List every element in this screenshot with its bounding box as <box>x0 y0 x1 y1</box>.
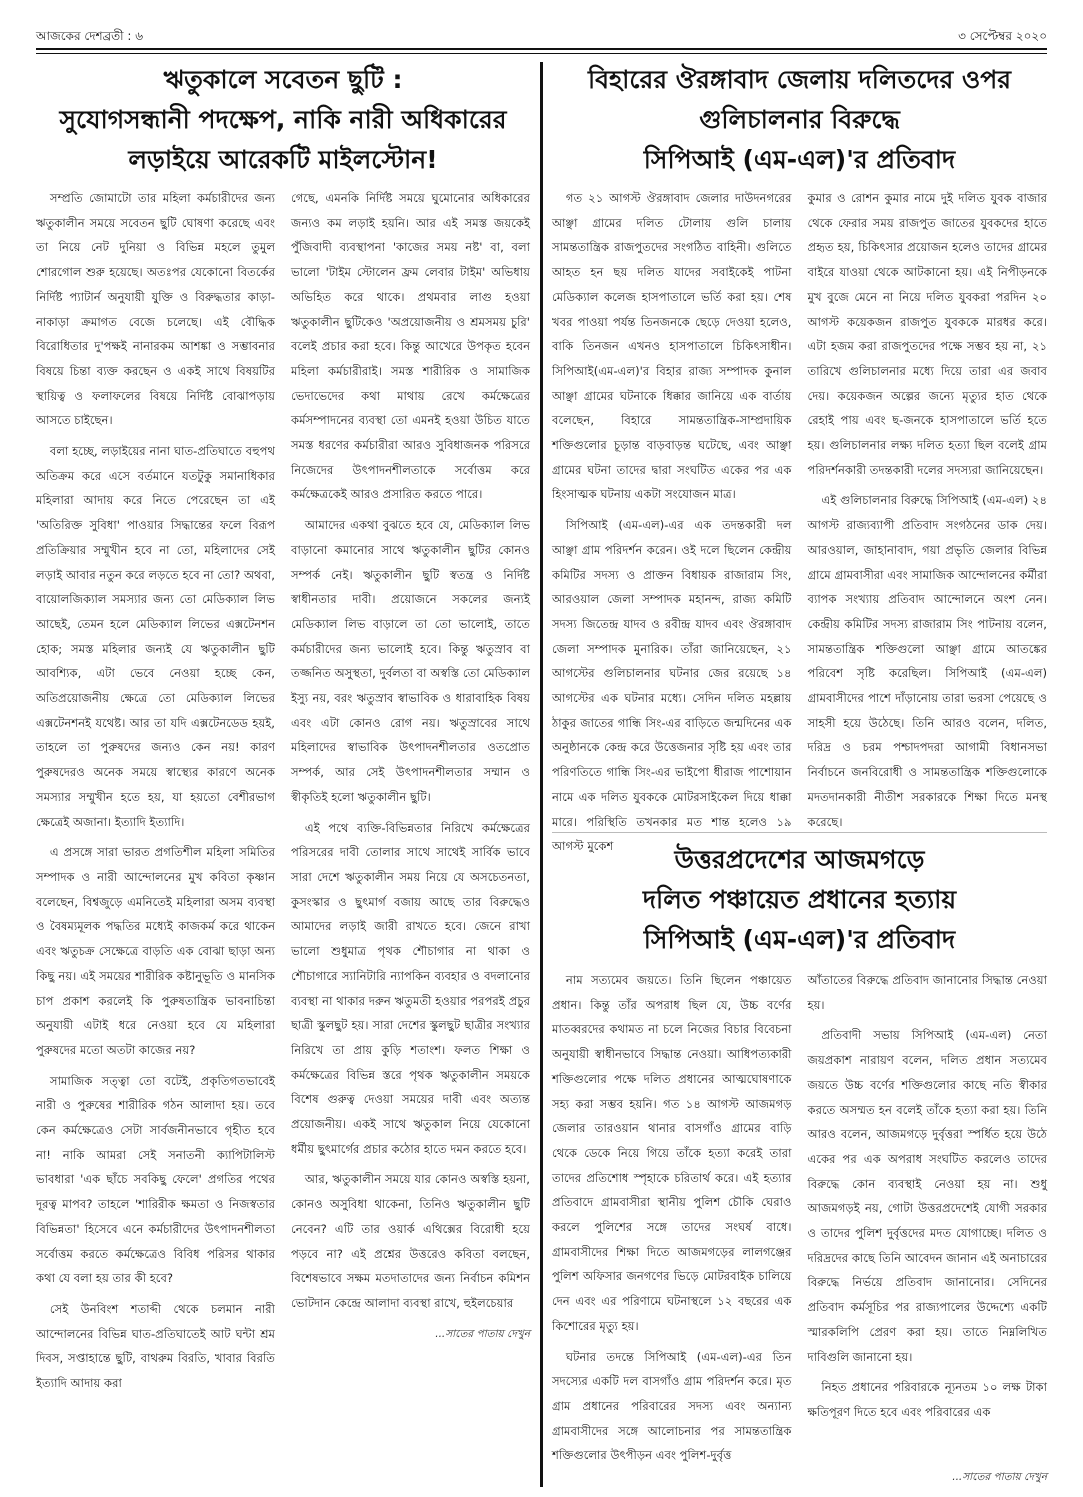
article-column <box>808 186 1048 865</box>
article-separator <box>552 832 1047 833</box>
article-headline: বিহারের ঔরঙ্গাবাদ জেলায় দলিতদের ওপর গুলিচালনার বিরুদ্ধে সিপিআই (এম-এল)'র প্রতিবাদ <box>587 65 1012 174</box>
paragraph: ঘটনার তদন্তে সিপিআই (এম-এল)-এর তিন সদস্যের একটি দল বাসগাঁও গ্রাম পরিদর্শন করে। মৃত গ্রাম প্রধানের পরিবারের সদস্য এবং অন্যান্য গ্রামবাসীদের সঙ্গে আলোচনার পর সামন্ততান্ত্রিক শক্তিগুলোর উৎপীড়ন এবং পুলিশ-দুর্বৃত্ত <box>552 1349 792 1463</box>
article-column <box>808 968 1048 1489</box>
paragraph: কুমার ও রোশন কুমার নামে দুই দলিত যুবক বাজার থেকে ফেরার সময় রাজপুত জাতের যুবকদের হাতে প্রহৃত হয়, চিকিৎসার প্রয়োজন হলেও তাদের গ্রামের বাইরে যাওয়া থেকে আটকানো হয়। এই নিপীড়নকে মুখ বুজে মেনে না নিয়ে দলিত যুবকরা পরদিন ২০ আগস্ট কয়েকজন রাজপুত যুবককে মারধর করে। এটা হজম করা রাজপুতদের পক্ষে সম্ভব হয় না, ২১ তারিখে গুলিচালনার মধ্যে দিয়ে তারা এর জবাব দেয়। কয়েকজন অল্পের জন্যে মৃত্যুর হাত থেকে রেহাই পায় এবং ছ-জনকে হাসপাতালে ভর্তি হতে হয়। গুলিচালনার লক্ষ্য দলিত হত্যা ছিল বলেই গ্রাম পরিদর্শনকারী তদন্তকারী দলের সদস্যরা জানিয়েছেন। <box>807 191 1047 477</box>
paragraph: গত ২১ আগস্ট ঔরঙ্গাবাদ জেলার দাউদনগরের আঞ্ছা গ্রামের দলিত টোলায় গুলি চালায় সামন্ততান্ত্রিক রাজপুতদের সংগঠিত বাহিনী। গুলিতে আহত হন ছয় দলিত যাদের সবাইকেই পাটনা মেডিক্যাল কলেজ হাসপাতালে ভর্তি করা হয়। শেষ খবর পাওয়া পর্যন্ত তিনজনকে ছেড়ে দেওয়া হলেও, বাকি তিনজন এখনও হাসপাতালে চিকিৎসাধীন। সিপিআই(এম-এল)'র বিহার রাজ্য সম্পাদক কুনাল আঞ্ছা গ্রামের ঘটনাকে ধিক্কার জানিয়ে এক বার্তায় বলেছেন, বিহারে সামন্ততান্ত্রিক-সাম্প্রদায়িক শক্তিগুলোর চূড়ান্ত বাড়বাড়ন্ত ঘটেছে, এবং আঞ্ছা গ্রামের ঘটনা তাদের দ্বারা সংঘটিত একের পর এক হিংসাত্মক ঘটনায় একটা সংযোজন মাত্র। <box>552 191 792 502</box>
paragraph: প্রতিবাদী সভায় সিপিআই (এম-এল) নেতা জয়প্রকাশ নারায়ণ বলেন, দলিত প্রধান সত্যমেব জয়তে উচ্চ বর্ণের শক্তিগুলোর কাছে নতি স্বীকার করতে অসম্মত হন বলেই তাঁকে হত্যা করা হয়। তিনি আরও বলেন, আজমগড়ে দুর্বৃত্তরা স্পর্ধিত হয়ে উঠে একের পর এক অপরাধ সংঘটিত করলেও তাদের বিরুদ্ধে কোন ব্যবস্থাই নেওয়া হয় না। শুধু আজমগড়ই নয়, গোটা উত্তরপ্রদেশেই যোগী সরকার ও তাদের পুলিশ দুর্বৃত্তদের মদত যোগাচ্ছে। দলিত ও দরিদ্রদের কাছে তিনি আবেদন জানান এই অনাচারের বিরুদ্ধে নির্ভয়ে প্রতিবাদ জানানোর। সেদিনের প্রতিবাদ কর্মসূচির পর রাজ্যপালের উদ্দেশ্যে একটি স্মারকলিপি প্রেরণ করা হয়। তাতে নিম্নলিখিত দাবিগুলি জানানো হয়। <box>807 1028 1047 1364</box>
paragraph: আঁতাতের বিরুদ্ধে প্রতিবাদ জানানোর সিদ্ধান্ত নেওয়া হয়। <box>807 973 1047 1012</box>
article-azamgarh-murder <box>552 840 1047 1489</box>
article-column <box>552 968 792 1489</box>
article-headline: উত্তরপ্রদেশের আজমগড়ে দলিত পঞ্চায়েত প্রধানের হত্যায় সিপিআই (এম-এল)'র প্রতিবাদ <box>642 845 957 954</box>
paragraph: আমাদের একথা বুঝতে হবে যে, মেডিক্যাল লিভ বাড়ানো কমানোর সাথে ঋতুকালীন ছুটির কোনও সম্পর্ক নেই। ঋতুকালীন ছুটি স্বতন্ত্র ও নির্দিষ্ট স্বাধীনতার দাবী। প্রয়োজনে সকলের জন্যই মেডিক্যাল লিভ বাড়ালে তা তো ভালোই, তাতে কর্মচারীদের জন্য ভালোই হবে। কিন্তু ঋতুস্রাব বা তজ্জনিত অসুস্থতা, দুর্বলতা বা অস্বস্তি তো মেডিক্যাল ইস্যু নয়, বরং ঋতুস্রাব স্বাভাবিক ও ধারাবাহিক বিষয় এবং এটা কোনও রোগ নয়। ঋতুস্রাবের সাথে মহিলাদের স্বাভাবিক উৎপাদনশীলতার ওতপ্রোত সম্পর্ক, আর সেই উৎপাদনশীলতার সম্মান ও স্বীকৃতিই হলো ঋতুকালীন ছুটি। <box>291 518 530 804</box>
paragraph: সেই উনবিংশ শতাব্দী থেকে চলমান নারী আন্দোলনের বিভিন্ন ঘাত-প্রতিঘাতেই আট ঘন্টা শ্রম দিবস, সপ্তাহান্তে ছুটি, বাথরুম বিরতি, খাবার বিরতি ইত্যাদি আদায় করা <box>36 1301 275 1391</box>
article-column <box>552 186 792 865</box>
article-bihar-firing <box>552 60 1047 865</box>
article-menstrual-leave <box>36 60 530 1402</box>
publication-name: আজকের দেশব্রতী : ৬ <box>36 29 144 43</box>
page-header <box>36 24 1047 46</box>
article-column <box>291 186 530 1402</box>
header-rule <box>36 48 1047 50</box>
article-column <box>36 186 275 1402</box>
paragraph: গেছে, এমনকি নির্দিষ্ট সময়ে ঘুমোনোর অধিকারের জন্যও কম লড়াই হয়নি। আর এই সমস্ত জয়কেই পুঁজিবাদী ব্যবস্থাপনা 'কাজের সময় নষ্ট' বা, বলা ভালো 'টাইম স্টোলেন ফ্রম লেবার টাইম' অভিধায় অভিহিত করে থাকে। প্রথমবার লাগু হওয়া ঋতুকালীন ছুটিকেও 'অপ্রয়োজনীয় ও শ্রমসময় চুরি' বলেই প্রচার করা হবে। কিন্তু আখেরে উপকৃত হবেন মহিলা কর্মচারীরাই। সমস্ত শারীরিক ও সামাজিক ভেদাভেদের কথা মাথায় রেখে কর্মক্ষেত্রের কর্মসম্পাদনের ব্যবস্থা তো এমনই হওয়া উচিত যাতে সমস্ত ধরণের কর্মচারীরা আরও সুবিধাজনক পরিসরে নিজেদের উৎপাদনশীলতাকে সর্বোত্তম করে কর্মক্ষেত্রকেই আরও প্রসারিত করতে পারে। <box>291 191 530 502</box>
continued-link[interactable]: ...সাতের পাতায় দেখুন <box>435 1327 530 1340</box>
header-rule-thin <box>36 53 1047 54</box>
paragraph: এই গুলিচালনার বিরুদ্ধে সিপিআই (এম-এল) ২৪ আগস্ট রাজ্যব্যাপী প্রতিবাদ সংগঠনের ডাক দেয়। আরওয়াল, জাহানাবাদ, গয়া প্রভৃতি জেলার বিভিন্ন গ্রামে গ্রামবাসীরা এবং সামাজিক আন্দোলনের কর্মীরা ব্যাপক সংখ্যায় প্রতিবাদ আন্দোলনে অংশ নেন। কেন্দ্রীয় কমিটির সদস্য রাজারাম সিং পাটনায় বলেন, সামন্ততান্ত্রিক শক্তিগুলো আঞ্ছা গ্রামে আতঙ্কের পরিবেশ সৃষ্টি করেছিল। সিপিআই (এম-এল) গ্রামবাসীদের পাশে দাঁড়ানোয় তারা ভরসা পেয়েছে ও সাহসী হয়ে উঠেছে। তিনি আরও বলেন, দলিত, দরিদ্র ও চরম পশ্চাদপদরা আগামী বিধানসভা নির্বাচনে জনবিরোধী ও সামন্ততান্ত্রিক শক্তিগুলোকে মদতদানকারী নীতীশ সরকারকে শিক্ষা দিতে মনস্থ করেছে। <box>807 493 1047 829</box>
paragraph: সিপিআই (এম-এল)-এর এক তদন্তকারী দল আঞ্ছা গ্রাম পরিদর্শন করেন। ওই দলে ছিলেন কেন্দ্রীয় কমিটির সদস্য ও প্রাক্তন বিধায়ক রাজারাম সিং, আরওয়াল জেলা সম্পাদক মহানন্দ, রাজ্য কমিটি সদস্য জিতেন্দ্র যাদব ও রবীন্দ্র যাদব এবং ঔরঙ্গাবাদ জেলা সম্পাদক মুনারিক। তাঁরা জানিয়েছেন, ২১ আগস্টের গুলিচালনার ঘটনার জের রয়েছে ১৪ আগস্টের এক ঘটনার মধ্যে। সেদিন দলিত মহল্লায় ঠাকুর জাতের গান্ধি সিং-এর বাড়িতে জন্মদিনের এক অনুষ্ঠানকে কেন্দ্র করে উত্তেজনার সৃষ্টি হয় এবং তার পরিণতিতে গান্ধি সিং-এর ভাইপো ধীরাজ পাশোয়ান নামে এক দলিত যুবককে মোটরসাইকেল দিয়ে ধাক্কা মারে। পরিস্থিতি তখনকার মত শান্ত হলেও ১৯ আগস্ট মুকেশ <box>552 518 792 854</box>
paragraph: নিহত প্রধানের পরিবারকে ন্যূনতম ১০ লক্ষ টাকা ক্ষতিপূরণ দিতে হবে এবং পরিবারের এক <box>807 1380 1047 1419</box>
continued-link[interactable]: ...সাতের পাতায় দেখুন <box>952 1470 1047 1483</box>
column-divider <box>540 62 543 1487</box>
article-headline: ঋতুকালে সবেতন ছুটি : সুযোগসন্ধানী পদক্ষেপ, নাকি নারী অধিকারের লড়াইয়ে আরেকটি মাইলস্টোন! <box>59 65 507 174</box>
paragraph: বলা হচ্ছে, লড়াইয়ের নানা ঘাত-প্রতিঘাতে বহুপথ অতিক্রম করে এসে বর্তমানে যতটুকু সমানাধিকার মহিলারা আদায় করে নিতে পেরেছেন তা এই 'অতিরিক্ত সুবিধা' পাওয়ার সিদ্ধান্তের ফলে বিরূপ প্রতিক্রিয়ার সম্মুখীন হবে না তো, মহিলাদের সেই লড়াই আবার নতুন করে লড়তে হবে না তো? অথবা, বায়োলজিক্যাল সমস্যার জন্য তো মেডিক্যাল লিভ আছেই, তেমন হলে মেডিক্যাল লিভের এক্সটেনশন হোক; সমস্ত মহিলার জন্যই যে ঋতুকালীন ছুটি আবশ্যিক, এটা ভেবে নেওয়া হচ্ছে কেন, অতিপ্রয়োজনীয় ক্ষেত্রে তো মেডিক্যাল লিভের এক্সটেনশনই যথেষ্ট। আর তা যদি এক্সটেনডেড হয়ই, তাহলে তা পুরুষদের জন্যও কেন নয়! কারণ পুরুষদেরও অনেক সময়ে স্বাস্থ্যের কারণে অনেক সমস্যার সম্মুখীন হতে হয়, যা হয়তো বেশীরভাগ ক্ষেত্রেই অজানা। ইত্যাদি ইত্যাদি। <box>36 444 275 829</box>
paragraph: সামাজিক সত্ত্বা তো বটেই, প্রকৃতিগতভাবেই নারী ও পুরুষের শারীরিক গঠন আলাদা হয়। তবে কেন কর্মক্ষেত্রেও সেটা সার্বজনীনভাবে গৃহীত হবে না! নাকি আমরা সেই সনাতনী ক্যাপিটালিস্ট ভাবধারা 'এক ছাঁচে সবকিছু ফেলে' প্রগতির পথের দূরত্ব মাপব? তাহলে 'শারিরীক ক্ষমতা ও নিজস্বতার বিভিন্নতা' হিসেবে এনে কর্মচারীদের উৎপাদনশীলতা সর্বোত্তম করতে কর্মক্ষেত্রেও বিবিধ পরিসর থাকার কথা যে বলা হয় তার কী হবে? <box>36 1073 275 1286</box>
paragraph: এ প্রসঙ্গে সারা ভারত প্রগতিশীল মহিলা সমিতির সম্পাদক ও নারী আন্দোলনের মুখ কবিতা কৃষ্ণান বলেছেন, বিশ্বজুড়ে এমনিতেই মহিলারা অসম ব্যবস্থা ও বৈষম্যমূলক পদ্ধতির মধ্যেই কাজকর্ম করে থাকেন এবং ঋতুচক্র সেক্ষেত্রে বাড়তি এক বোঝা ছাড়া অন্য কিছু নয়। এই সময়ের শারীরিক কষ্টানুভূতি ও মানসিক চাপ প্রকাশ করলেই কি পুরুষতান্ত্রিক ভাবনাচিন্তা অনুযায়ী এটাই ধরে নেওয়া হবে যে মহিলারা পুরুষদের মতো অতটা কাজের নয়? <box>36 845 275 1057</box>
paragraph: নাম সত্যমেব জয়তে। তিনি ছিলেন পঞ্চায়েত প্রধান। কিন্তু তাঁর অপরাধ ছিল যে, উচ্চ বর্ণের মাতব্বরদের কথামত না চলে নিজের বিচার বিবেচনা অনুযায়ী স্বাধীনভাবে সিদ্ধান্ত নেওয়া। আধিপত্যকারী শক্তিগুলোর পক্ষে দলিত প্রধানের আত্মঘোষণাকে সহ্য করা সম্ভব হয়নি। গত ১৪ আগস্ট আজমগড় জেলার তারওয়ান থানার বাসগাঁও গ্রামের বাড়ি থেকে ডেকে নিয়ে গিয়ে তাঁকে হত্যা করেই তারা তাদের প্রতিশোধ স্পৃহাকে চরিতার্থ করে। এই হত্যার প্রতিবাদে গ্রামবাসীরা স্থানীয় পুলিশ চৌকি ঘেরাও করলে পুলিশের সঙ্গে তাদের সংঘর্ষ বাধে। গ্রামবাসীদের শিক্ষা দিতে আজমগড়ের লালগঞ্জের পুলিশ অফিসার জনগণের ভিড়ে মোটরবাইক চালিয়ে দেন এবং এর পরিণামে ঘটনাস্থলে ১২ বছরের এক কিশোরের মৃত্যু হয়। <box>552 973 792 1333</box>
paragraph: আর, ঋতুকালীন সময়ে যার কোনও অস্বস্তি হয়না, কোনও অসুবিধা থাকেনা, তিনিও ঋতুকালীন ছুটি নেবেন? এটি তার ওয়ার্ক এথিক্সের বিরোধী হয়ে পড়বে না? এই প্রশ্নের উত্তরেও কবিতা বলছেন, বিশেষভাবে সক্ষম মতদাতাদের জন্য নির্বাচন কমিশন ভোটদান কেন্দ্রে আলাদা ব্যবস্থা রাখে, হুইলচেয়ার <box>291 1172 530 1310</box>
issue-date: ৩ সেপ্টেম্বর ২০২০ <box>958 29 1047 43</box>
paragraph: এই পথে ব্যক্তি-বিভিন্নতার নিরিখে কর্মক্ষেত্রের পরিসরের দাবী তোলার সাথে সাথেই সার্বিক ভাবে সারা দেশে ঋতুকালীন সময় নিয়ে যে অসচেতনতা, কুসংস্কার ও ছুৎমার্গ বজায় আছে তার বিরুদ্ধেও আমাদের লড়াই জারী রাখতে হবে। জেনে রাখা ভালো শুধুমাত্র পৃথক শৌচাগার না থাকা ও শৌচাগারে স্যানিটারি ন্যাপকিন ব্যবহার ও বদলানোর ব্যবস্থা না থাকার দরুন ঋতুমতী হওয়ার পরপরই প্রচুর ছাত্রী স্কুলছুট হয়। সারা দেশের স্কুলছুট ছাত্রীর সংখ্যার নিরিখে তা প্রায় কুড়ি শতাংশ। ফলত শিক্ষা ও কর্মক্ষেত্রের বিভিন্ন স্তরে পৃথক ঋতুকালীন সময়কে বিশেষ গুরুত্ব দেওয়া সময়ের দাবী এবং অত্যন্ত প্রয়োজনীয়। একই সাথে ঋতুকাল নিয়ে যেকোনো ধর্মীয় ছুৎমার্গের প্রচার কঠোর হাতে দমন করতে হবে। <box>291 820 530 1156</box>
paragraph: সম্প্রতি জোমাটো তার মহিলা কর্মচারীদের জন্য ঋতুকালীন সময়ে সবেতন ছুটি ঘোষণা করেছে এবং তা নিয়ে নেট দুনিয়া ও বিভিন্ন মহলে তুমুল শোরগোল শুরু হয়েছে। অতঃপর যেকোনো বিতর্কের নির্দিষ্ট প্যাটার্ন অনুযায়ী যুক্তি ও বিরুদ্ধতার কাড়া-নাকাড়া ক্রমাগত বেজে চলেছে। এই বৌদ্ধিক বিরোধিতার দু'পক্ষই নানারকম আশঙ্কা ও সম্ভাবনার বিষয়ে চিন্তা ব্যক্ত করছেন ও একই সাথে বিষয়টির স্থায়িত্ব ও ফলাফলের বিষয়ে নির্দিষ্ট বোঝাপড়ায় আসতে চাইছেন। <box>36 191 275 428</box>
